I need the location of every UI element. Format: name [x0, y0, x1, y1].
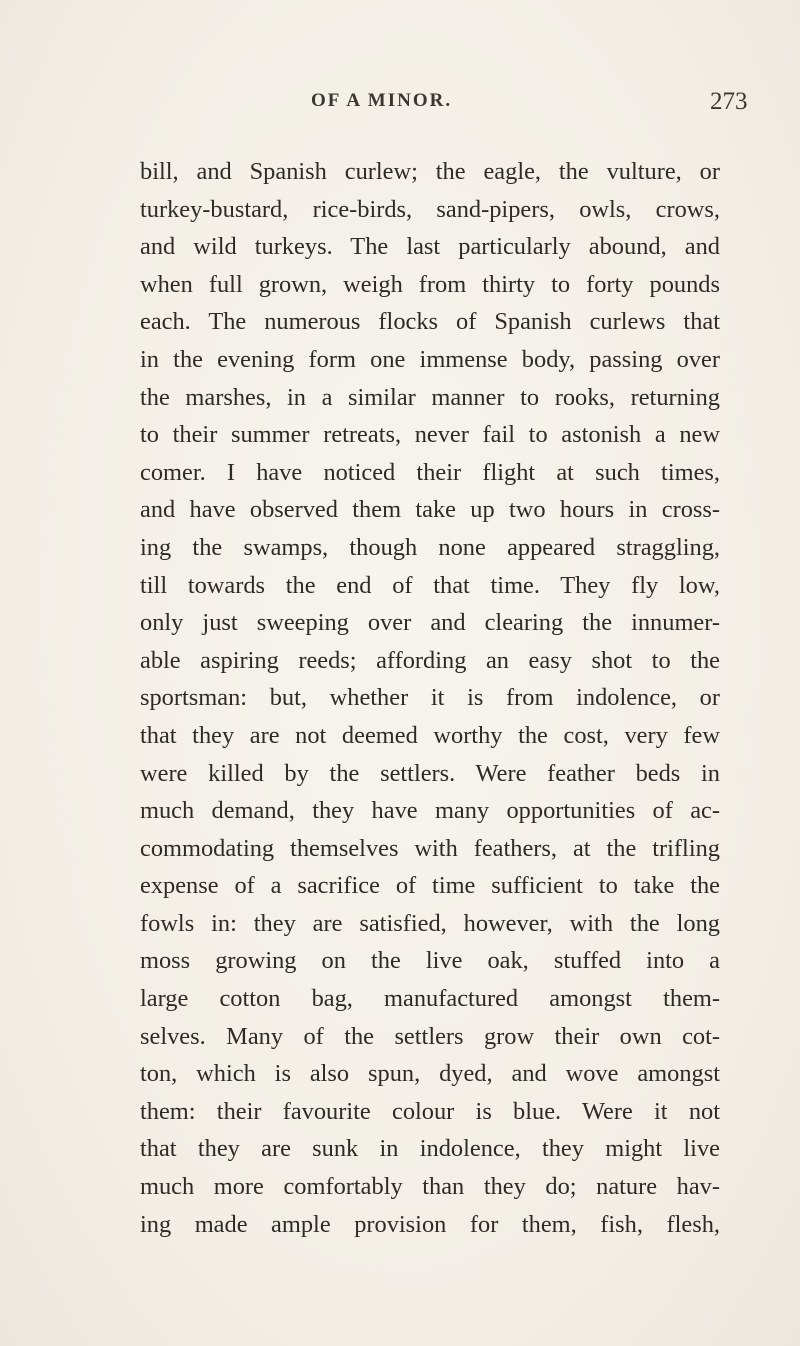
text-line: turkey-bustard, rice-birds, sand-pipers, owls, crows,	[140, 195, 720, 223]
text-line: only just sweeping over and clearing the innumer-	[140, 609, 720, 637]
text-line: them: their favourite colour is blue. Were it not	[140, 1097, 720, 1125]
text-line: ton, which is also spun, dyed, and wove amongst	[140, 1060, 720, 1088]
text-line: and wild turkeys. The last particularly abound, and	[140, 233, 720, 261]
text-line: ing made ample provision for them, fish, flesh,	[140, 1210, 720, 1238]
text-line: commodating themselves with feathers, at the trifling	[140, 834, 720, 862]
text-line: to their summer retreats, never fail to astonish a new	[140, 421, 720, 449]
running-title: OF A MINOR.	[311, 90, 453, 111]
text-line: much more comfortably than they do; nature hav-	[140, 1173, 720, 1201]
text-line: that they are not deemed worthy the cost, very few	[140, 721, 720, 749]
text-line: much demand, they have many opportunities of ac-	[140, 797, 720, 825]
body-text	[140, 153, 720, 1243]
text-line: ing the swamps, though none appeared straggling,	[140, 533, 720, 561]
text-line: and have observed them take up two hours in cross-	[140, 496, 720, 524]
text-line: were killed by the settlers. Were feather beds in	[140, 759, 720, 787]
running-head	[0, 88, 800, 128]
text-line: till towards the end of that time. They fly low,	[140, 571, 720, 599]
text-line: the marshes, in a similar manner to rooks, returning	[140, 383, 720, 411]
text-line: selves. Many of the settlers grow their own cot-	[140, 1022, 720, 1050]
text-line: sportsman: but, whether it is from indolence, or	[140, 684, 720, 712]
text-line: that they are sunk in indolence, they might live	[140, 1135, 720, 1163]
text-line: fowls in: they are satisfied, however, with the long	[140, 909, 720, 937]
text-line: large cotton bag, manufactured amongst them-	[140, 985, 720, 1013]
text-line: able aspiring reeds; affording an easy shot to the	[140, 646, 720, 674]
text-line: bill, and Spanish curlew; the eagle, the vulture, or	[140, 158, 720, 185]
text-line: comer. I have noticed their flight at such times,	[140, 458, 720, 486]
text-line: when full grown, weigh from thirty to forty pounds	[140, 270, 720, 298]
text-line: expense of a sacrifice of time sufficient to take the	[140, 872, 720, 900]
text-line: each. The numerous flocks of Spanish curlews that	[140, 308, 720, 336]
page-number: 273	[710, 88, 748, 115]
text-line: moss growing on the live oak, stuffed into a	[140, 947, 720, 975]
text-line: in the evening form one immense body, passing over	[140, 345, 720, 373]
